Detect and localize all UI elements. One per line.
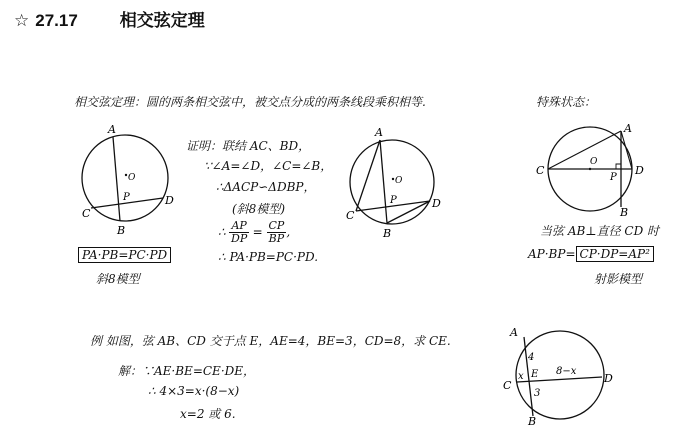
solution-line-1: 解：∵AE·BE=CE·DE， xyxy=(118,364,256,378)
svg-text:3: 3 xyxy=(534,388,541,399)
segment-ac xyxy=(356,140,380,211)
svg-text:B: B xyxy=(383,227,392,240)
svg-text:O: O xyxy=(395,176,403,186)
svg-text:P: P xyxy=(610,172,617,183)
proof-line-1: 证明：联结 AC、BD， xyxy=(186,139,311,153)
svg-text:D: D xyxy=(635,164,644,177)
star-icon: ☆ xyxy=(14,11,30,30)
svg-text:C: C xyxy=(536,164,545,177)
circle-diagram-special xyxy=(532,118,647,218)
label-a: A xyxy=(108,123,116,136)
circle-diagram-middle xyxy=(340,125,445,245)
svg-text:B: B xyxy=(528,415,537,426)
special-title: 特殊状态： xyxy=(536,95,597,109)
svg-text:A: A xyxy=(375,126,383,139)
section-title: 相交弦定理 xyxy=(119,11,205,30)
svg-text:A: A xyxy=(510,326,518,339)
formula-box-special: CP·DP=AP² xyxy=(576,246,654,262)
caption-left: 斜8模型 xyxy=(96,272,140,286)
page-title xyxy=(14,6,205,31)
solution-line-3: x=2 或 6. xyxy=(180,407,236,421)
proof-line-5: ∴ $\frac{AP}{DP}$ = $\frac{CP}{BP}$ , xyxy=(218,219,291,245)
formula-box-left xyxy=(78,248,171,262)
svg-text:4: 4 xyxy=(528,352,535,363)
label-c: C xyxy=(82,207,91,220)
label-p: P xyxy=(123,192,130,203)
section-number: 27.17 xyxy=(35,11,78,30)
special-formula: AP·BP= CP·DP=AP² xyxy=(528,247,654,261)
svg-text:8−x: 8−x xyxy=(556,366,577,377)
proof-line-6: ∴ PA·PB=PC·PD. xyxy=(218,250,319,264)
caption-special: 射影模型 xyxy=(594,272,643,286)
solution-line-2: ∴ 4×3=x·(8−x) xyxy=(148,384,240,398)
svg-text:D: D xyxy=(432,197,441,210)
label-o: O xyxy=(128,173,136,183)
formula-pa-pb: PA·PB=PC·PD xyxy=(78,247,171,263)
svg-text:C: C xyxy=(346,209,355,222)
svg-text:P: P xyxy=(390,195,397,206)
svg-text:D: D xyxy=(604,372,613,385)
label-b: B xyxy=(117,224,126,237)
label-d: D xyxy=(165,194,174,207)
theorem-statement: 相交弦定理：圆的两条相交弦中，被交点分成的两条线段乘积相等. xyxy=(74,95,426,109)
fraction-ap-dp: $\frac{AP}{DP}$ xyxy=(231,219,248,245)
svg-text:O: O xyxy=(590,157,598,167)
circle xyxy=(350,140,434,224)
svg-text:A: A xyxy=(624,122,632,135)
svg-text:C: C xyxy=(503,379,512,392)
svg-text:E: E xyxy=(531,369,539,380)
svg-text:B: B xyxy=(620,206,629,218)
chord-cd xyxy=(517,377,602,382)
proof-line-2: ∵∠A=∠D，∠C=∠B， xyxy=(204,159,333,173)
circle-diagram-example xyxy=(500,322,615,426)
fraction-cp-bp: $\frac{CP}{BP}$ xyxy=(268,219,285,245)
circle-diagram-left xyxy=(70,118,180,243)
example-question: 例 如图，弦 AB、CD 交于点 E，AE=4，BE=3，CD=8，求 CE. xyxy=(90,334,451,348)
proof-line-3: ∴ΔACP∽ΔDBP， xyxy=(216,180,316,194)
chord-ab xyxy=(113,137,120,221)
svg-text:x: x xyxy=(518,371,524,382)
special-condition: 当弦 AB⊥直径 CD 时 xyxy=(540,224,660,238)
proof-line-4: (斜8模型) xyxy=(232,202,285,216)
